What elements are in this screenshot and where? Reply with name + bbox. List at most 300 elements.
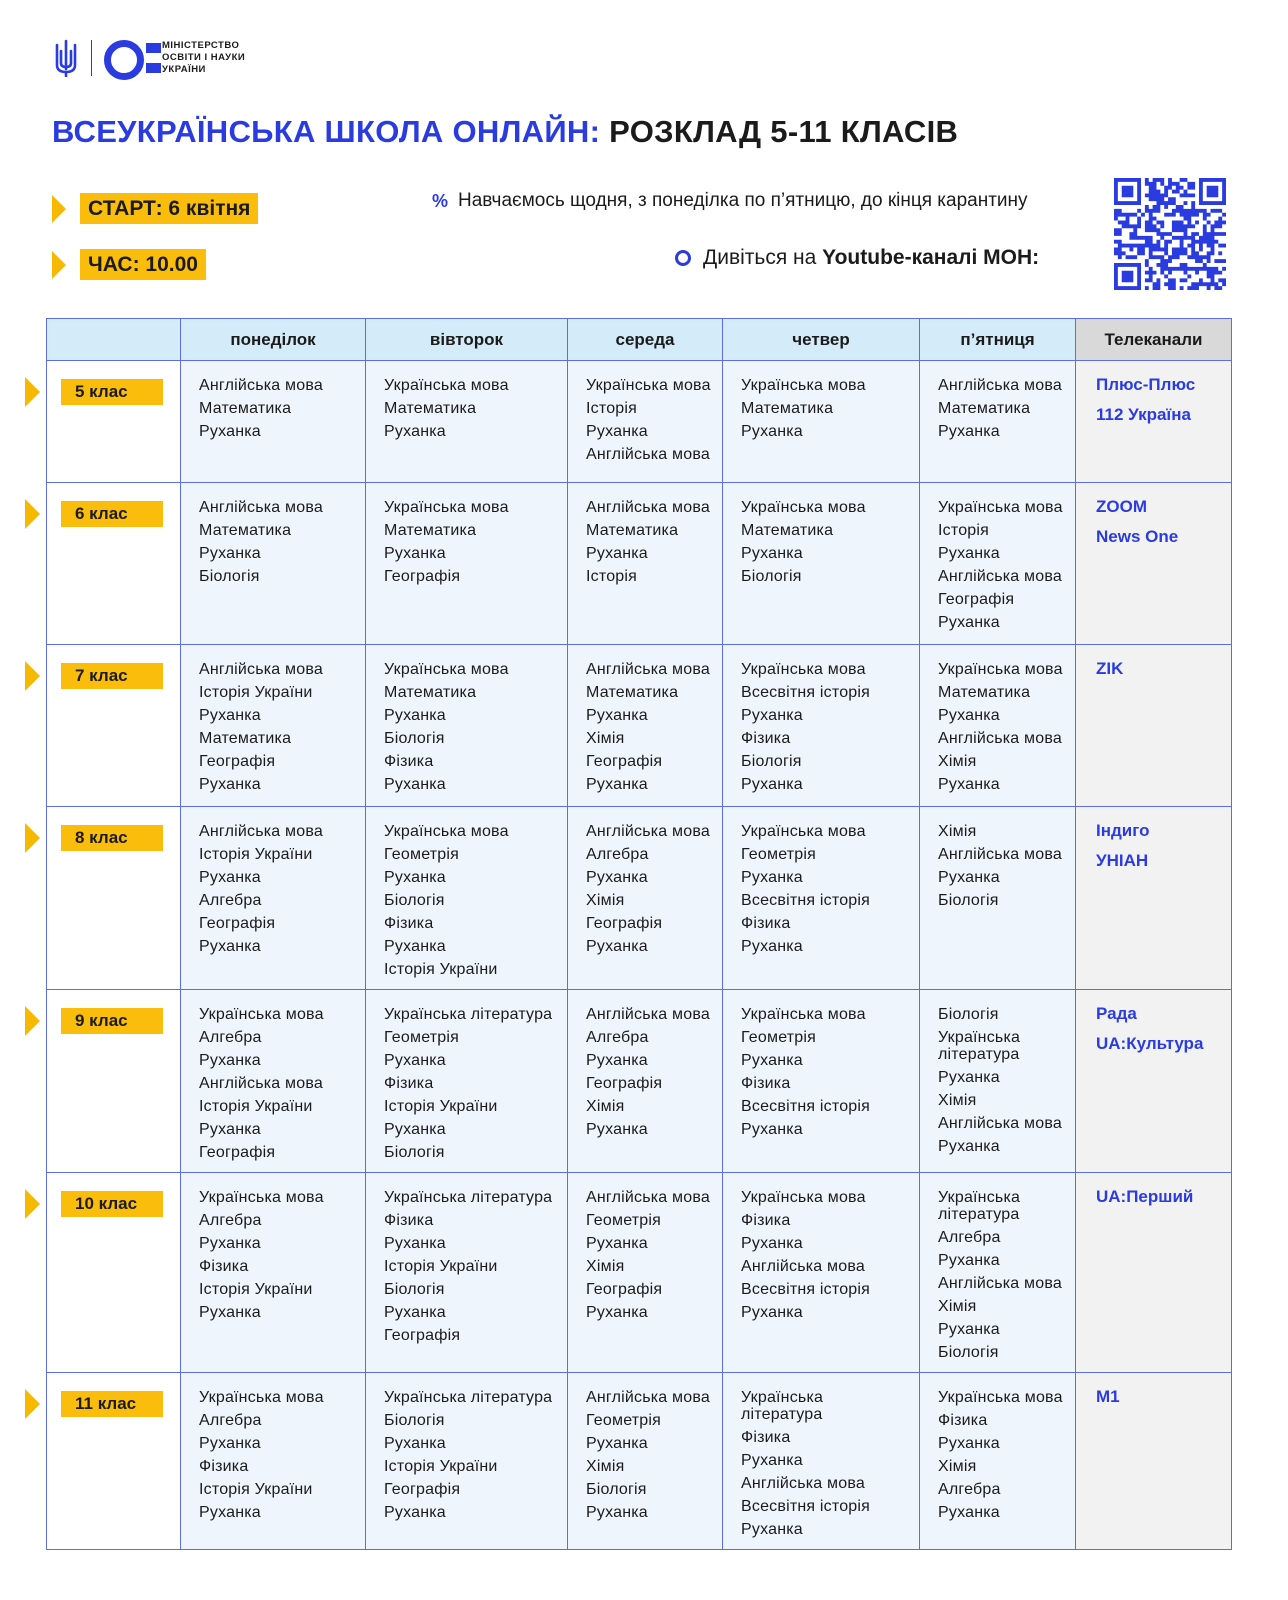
arrow-right-icon <box>52 195 66 223</box>
subject-item: Історія України <box>199 846 313 863</box>
subject-item: Історія <box>586 568 638 585</box>
subject-item: Руханка <box>938 1435 1000 1452</box>
subject-list <box>920 483 1075 642</box>
subject-item: Геометрія <box>741 1029 817 1046</box>
subject-item: Біологія <box>741 753 802 770</box>
subject-item: Руханка <box>384 707 446 724</box>
subject-item: Історія України <box>199 684 313 701</box>
subject-item: Українська мова <box>938 499 1063 516</box>
channel-list <box>1076 483 1231 565</box>
header-day: п’ятниця <box>920 319 1076 361</box>
day-cell <box>920 1173 1076 1373</box>
subject-item: Руханка <box>938 1138 1000 1155</box>
day-cell <box>723 807 920 990</box>
subject-list <box>723 807 919 966</box>
subject-item: Алгебра <box>938 1481 1001 1498</box>
subject-item: Англійська мова <box>199 377 323 394</box>
subject-item: Всесвітня історія <box>741 684 871 701</box>
subject-item: Геометрія <box>384 1029 460 1046</box>
subject-list <box>366 361 567 451</box>
subject-item: Біологія <box>199 568 260 585</box>
grade-badge: 7 клас <box>61 663 163 689</box>
time-badge: ЧАС: 10.00 <box>80 249 206 280</box>
subject-list <box>181 807 365 966</box>
channel-item: UA:Культура <box>1096 1034 1204 1053</box>
grade-cell <box>47 483 181 645</box>
channels-cell <box>1076 645 1232 807</box>
subject-item: Українська мова <box>938 1389 1063 1406</box>
subject-list <box>568 1373 722 1532</box>
subject-item: Українська мова <box>741 1189 866 1206</box>
table-row <box>47 361 1232 483</box>
subject-item: Історія України <box>384 1458 498 1475</box>
arrow-right-icon <box>25 1006 40 1036</box>
subject-item: Англійська мова <box>199 499 323 516</box>
day-cell <box>568 990 723 1173</box>
grade-cell <box>47 645 181 807</box>
subject-item: Англійська мова <box>938 1275 1062 1292</box>
arrow-right-icon <box>52 251 66 279</box>
subject-list <box>366 1373 567 1532</box>
logo-divider <box>91 40 92 76</box>
day-cell <box>920 483 1076 645</box>
channel-list <box>1076 645 1231 697</box>
arrow-right-icon <box>25 1189 40 1219</box>
subject-item: Геометрія <box>741 846 817 863</box>
subject-item: Хімія <box>938 1298 977 1315</box>
day-cell <box>568 807 723 990</box>
subject-item: Українська мова <box>938 661 1063 678</box>
day-cell <box>723 1373 920 1550</box>
day-cell <box>366 361 568 483</box>
subject-item: Географія <box>586 1075 663 1092</box>
subject-item: Англійська мова <box>938 377 1062 394</box>
subject-item: Математика <box>199 400 292 417</box>
subject-item: Фізика <box>741 1212 791 1229</box>
day-cell <box>920 361 1076 483</box>
subject-item: Всесвітня історія <box>741 1281 871 1298</box>
arrow-right-icon <box>25 499 40 529</box>
arrow-right-icon <box>25 1389 40 1419</box>
header-day: четвер <box>723 319 920 361</box>
day-cell <box>181 990 366 1173</box>
table-row <box>47 1173 1232 1373</box>
day-cell <box>920 807 1076 990</box>
grade-badge: 6 клас <box>61 501 163 527</box>
day-cell <box>181 483 366 645</box>
subject-item: Руханка <box>741 1452 803 1469</box>
subject-item: Руханка <box>938 614 1000 631</box>
header-day: понеділок <box>181 319 366 361</box>
subject-list <box>920 645 1075 804</box>
subject-list <box>568 990 722 1149</box>
subject-item: Руханка <box>938 1252 1000 1269</box>
subject-list <box>181 1373 365 1532</box>
subject-item: Руханка <box>741 1304 803 1321</box>
youtube-prefix: Дивіться на <box>703 246 823 269</box>
subject-item: Математика <box>199 522 292 539</box>
subject-list <box>568 483 722 596</box>
start-row <box>52 193 258 224</box>
subject-item: Хімія <box>938 1458 977 1475</box>
subject-item: Біологія <box>938 1344 999 1361</box>
subject-list <box>723 483 919 596</box>
subject-item: Руханка <box>199 776 261 793</box>
channel-item: 112 Україна <box>1096 405 1191 424</box>
channel-item: Плюс-Плюс <box>1096 375 1196 394</box>
day-cell <box>568 1373 723 1550</box>
subject-item: Руханка <box>384 1235 446 1252</box>
subject-item: Руханка <box>384 776 446 793</box>
subject-item: Математика <box>384 684 477 701</box>
subject-item: Руханка <box>741 1121 803 1138</box>
subject-item: Біологія <box>741 568 802 585</box>
subject-item: Алгебра <box>586 846 649 863</box>
subject-list <box>181 645 365 804</box>
subject-item: Українська мова <box>199 1389 324 1406</box>
subject-list <box>920 361 1075 451</box>
subject-item: Руханка <box>938 707 1000 724</box>
study-info-text: Навчаємось щодня, з понеділка по п’ятницю, до кінця карантину <box>458 190 1028 211</box>
day-cell <box>723 361 920 483</box>
subject-item: Геометрія <box>384 846 460 863</box>
subject-item: Руханка <box>938 1504 1000 1521</box>
subject-list <box>920 1173 1075 1372</box>
channels-cell <box>1076 990 1232 1173</box>
youtube-info <box>675 246 1039 270</box>
circle-icon <box>675 250 691 266</box>
day-cell <box>920 1373 1076 1550</box>
page-title <box>52 114 958 150</box>
subject-item: Руханка <box>384 1304 446 1321</box>
subject-item: Українська література <box>938 1189 1021 1223</box>
subject-item: Руханка <box>586 869 648 886</box>
subject-item: Англійська мова <box>199 661 323 678</box>
subject-item: Фізика <box>384 1075 434 1092</box>
ministry-name-line2: ОСВІТИ І НАУКИ <box>162 52 246 63</box>
percent-icon: % <box>432 190 449 211</box>
subject-item: Руханка <box>199 423 261 440</box>
subject-item: Хімія <box>586 1098 625 1115</box>
subject-list <box>181 483 365 596</box>
subject-item: Алгебра <box>199 1212 262 1229</box>
subject-item: Англійська мова <box>586 661 710 678</box>
subject-item: Руханка <box>938 1321 1000 1338</box>
subject-item: Руханка <box>586 1052 648 1069</box>
channel-item: News One <box>1096 527 1179 546</box>
day-cell <box>723 483 920 645</box>
subject-item: Українська мова <box>741 377 866 394</box>
subject-item: Українська мова <box>741 499 866 516</box>
subject-list <box>181 990 365 1172</box>
subject-item: Англійська мова <box>938 568 1062 585</box>
subject-list <box>181 1173 365 1332</box>
subject-item: Географія <box>384 1481 461 1498</box>
day-cell <box>366 483 568 645</box>
subject-item: Руханка <box>586 423 648 440</box>
subject-item: Руханка <box>384 423 446 440</box>
subject-item: Математика <box>586 522 679 539</box>
subject-item: Біологія <box>586 1481 647 1498</box>
subject-item: Руханка <box>586 938 648 955</box>
subject-item: Руханка <box>741 1235 803 1252</box>
subject-item: Руханка <box>586 1121 648 1138</box>
channel-list <box>1076 361 1231 443</box>
subject-item: Біологія <box>384 1281 445 1298</box>
subject-item: Українська мова <box>384 377 509 394</box>
trident-icon <box>53 39 79 77</box>
subject-item: Алгебра <box>586 1029 649 1046</box>
table-header-row <box>47 319 1232 361</box>
day-cell <box>181 1373 366 1550</box>
subject-item: Хімія <box>586 892 625 909</box>
subject-item: Руханка <box>199 1052 261 1069</box>
subject-item: Руханка <box>586 707 648 724</box>
subject-list <box>723 645 919 804</box>
subject-item: Алгебра <box>199 892 262 909</box>
subject-item: Математика <box>199 730 292 747</box>
subject-item: Руханка <box>741 1521 803 1538</box>
subject-item: Географія <box>384 568 461 585</box>
day-cell <box>723 990 920 1173</box>
subject-item: Українська література <box>384 1006 553 1023</box>
subject-item: Історія України <box>384 1258 498 1275</box>
header-day: середа <box>568 319 723 361</box>
subject-item: Руханка <box>384 1052 446 1069</box>
subject-item: Хімія <box>586 1258 625 1275</box>
arrow-right-icon <box>25 823 40 853</box>
subject-item: Географія <box>199 1144 276 1161</box>
grade-cell <box>47 361 181 483</box>
title-rest: РОЗКЛАД 5-11 КЛАСІВ <box>609 114 959 149</box>
grade-cell <box>47 807 181 990</box>
subject-item: Руханка <box>741 869 803 886</box>
subject-item: Фізика <box>199 1258 249 1275</box>
subject-item: Біологія <box>938 1006 999 1023</box>
subject-list <box>366 645 567 804</box>
mon-logo-icon <box>104 39 162 77</box>
ministry-name <box>162 40 245 76</box>
subject-item: Українська література <box>938 1029 1021 1063</box>
header-day: вівторок <box>366 319 568 361</box>
grade-cell <box>47 990 181 1173</box>
subject-item: Хімія <box>938 753 977 770</box>
day-cell <box>568 1173 723 1373</box>
channels-cell <box>1076 483 1232 645</box>
subject-item: Історія <box>586 400 638 417</box>
subject-item: Географія <box>199 753 276 770</box>
subject-item: Руханка <box>384 938 446 955</box>
subject-item: Біологія <box>938 892 999 909</box>
subject-item: Українська мова <box>741 823 866 840</box>
subject-list <box>366 807 567 989</box>
subject-item: Географія <box>586 1281 663 1298</box>
subject-item: Математика <box>384 522 477 539</box>
subject-item: Руханка <box>199 1304 261 1321</box>
subject-item: Фізика <box>199 1458 249 1475</box>
subject-item: Руханка <box>741 1052 803 1069</box>
day-cell <box>723 1173 920 1373</box>
subject-item: Фізика <box>384 1212 434 1229</box>
day-cell <box>366 990 568 1173</box>
subject-item: Фізика <box>741 1075 791 1092</box>
subject-item: Англійська мова <box>586 1189 710 1206</box>
subject-item: Англійська мова <box>741 1475 865 1492</box>
subject-item: Геометрія <box>586 1412 662 1429</box>
subject-item: Географія <box>586 915 663 932</box>
subject-item: Фізика <box>741 1429 791 1446</box>
table-row <box>47 990 1232 1173</box>
subject-item: Українська мова <box>384 661 509 678</box>
subject-item: Фізика <box>938 1412 988 1429</box>
channels-cell <box>1076 1173 1232 1373</box>
subject-list <box>366 990 567 1172</box>
subject-item: Руханка <box>741 545 803 562</box>
subject-item: Руханка <box>586 1235 648 1252</box>
subject-item: Руханка <box>199 1235 261 1252</box>
subject-item: Алгебра <box>199 1412 262 1429</box>
channel-list <box>1076 807 1231 889</box>
subject-list <box>723 1373 919 1549</box>
time-row <box>52 249 206 280</box>
channel-item: Індиго <box>1096 821 1150 840</box>
subject-item: Руханка <box>199 707 261 724</box>
grade-cell <box>47 1173 181 1373</box>
subject-item: Руханка <box>384 1504 446 1521</box>
subject-item: Біологія <box>384 1144 445 1161</box>
subject-list <box>920 1373 1075 1532</box>
subject-item: Хімія <box>938 1092 977 1109</box>
subject-list <box>568 361 722 474</box>
subject-item: Англійська мова <box>586 499 710 516</box>
subject-item: Руханка <box>199 938 261 955</box>
channel-item: ZIK <box>1096 659 1124 678</box>
subject-item: Руханка <box>199 545 261 562</box>
subject-item: Математика <box>741 522 834 539</box>
subject-item: Англійська мова <box>586 1006 710 1023</box>
subject-item: Українська мова <box>384 499 509 516</box>
subject-item: Географія <box>586 753 663 770</box>
subject-list <box>920 807 1075 920</box>
day-cell <box>181 361 366 483</box>
grade-badge: 10 клас <box>61 1191 163 1217</box>
subject-item: Історія України <box>199 1281 313 1298</box>
subject-item: Українська мова <box>741 1006 866 1023</box>
day-cell <box>181 645 366 807</box>
study-info <box>432 190 1028 212</box>
subject-item: Руханка <box>586 1304 648 1321</box>
subject-item: Алгебра <box>938 1229 1001 1246</box>
grade-badge: 11 клас <box>61 1391 163 1417</box>
subject-item: Історія України <box>199 1481 313 1498</box>
subject-item: Руханка <box>384 1121 446 1138</box>
subject-item: Руханка <box>199 1504 261 1521</box>
subject-item: Англійська мова <box>938 846 1062 863</box>
table-row <box>47 645 1232 807</box>
subject-item: Хімія <box>938 823 977 840</box>
ministry-name-line3: УКРАЇНИ <box>162 64 206 75</box>
subject-item: Математика <box>384 400 477 417</box>
subject-item: Фізика <box>741 730 791 747</box>
day-cell <box>181 1173 366 1373</box>
subject-item: Математика <box>938 684 1031 701</box>
subject-item: Руханка <box>199 869 261 886</box>
day-cell <box>366 807 568 990</box>
ministry-logo <box>53 38 245 78</box>
day-cell <box>568 645 723 807</box>
subject-list <box>920 990 1075 1166</box>
subject-item: Українська мова <box>741 661 866 678</box>
subject-item: Всесвітня історія <box>741 892 871 909</box>
subject-item: Руханка <box>741 423 803 440</box>
subject-item: Хімія <box>586 730 625 747</box>
subject-item: Руханка <box>741 938 803 955</box>
arrow-right-icon <box>25 661 40 691</box>
subject-item: Географія <box>938 591 1015 608</box>
subject-item: Українська мова <box>586 377 711 394</box>
subject-item: Фізика <box>384 915 434 932</box>
ministry-name-line1: МІНІСТЕРСТВО <box>162 40 240 51</box>
channels-cell <box>1076 807 1232 990</box>
subject-item: Руханка <box>586 545 648 562</box>
subject-item: Англійська мова <box>586 823 710 840</box>
start-badge: СТАРТ: 6 квітня <box>80 193 258 224</box>
subject-item: Руханка <box>938 869 1000 886</box>
subject-list <box>366 1173 567 1355</box>
subject-item: Англійська мова <box>586 1389 710 1406</box>
subject-item: Англійська мова <box>741 1258 865 1275</box>
channel-list <box>1076 990 1231 1072</box>
subject-item: Руханка <box>384 869 446 886</box>
subject-item: Всесвітня історія <box>741 1498 871 1515</box>
subject-item: Фізика <box>741 915 791 932</box>
day-cell <box>920 645 1076 807</box>
subject-item: Історія України <box>384 961 498 978</box>
subject-list <box>568 1173 722 1332</box>
subject-item: Хімія <box>586 1458 625 1475</box>
subject-item: Історія <box>938 522 990 539</box>
qr-code-icon[interactable] <box>1114 178 1226 290</box>
day-cell <box>181 807 366 990</box>
grade-badge: 8 клас <box>61 825 163 851</box>
subject-item: Математика <box>741 400 834 417</box>
subject-item: Всесвітня історія <box>741 1098 871 1115</box>
channel-list <box>1076 1173 1231 1225</box>
subject-item: Біологія <box>384 892 445 909</box>
day-cell <box>568 483 723 645</box>
subject-item: Руханка <box>741 776 803 793</box>
subject-list <box>181 361 365 451</box>
grade-cell <box>47 1373 181 1550</box>
subject-item: Біологія <box>384 730 445 747</box>
subject-item: Історія України <box>199 1098 313 1115</box>
channel-item: М1 <box>1096 1387 1120 1406</box>
subject-item: Українська мова <box>384 823 509 840</box>
subject-item: Українська література <box>384 1189 553 1206</box>
header-grade <box>47 319 181 361</box>
subject-item: Руханка <box>586 1435 648 1452</box>
subject-list <box>723 361 919 451</box>
subject-list <box>723 1173 919 1332</box>
day-cell <box>568 361 723 483</box>
subject-item: Руханка <box>384 1435 446 1452</box>
subject-item: Руханка <box>199 1435 261 1452</box>
subject-item: Математика <box>586 684 679 701</box>
channel-item: УНІАН <box>1096 851 1149 870</box>
youtube-channel: Youtube-каналі МОН: <box>822 246 1040 269</box>
day-cell <box>366 1373 568 1550</box>
grade-badge: 9 клас <box>61 1008 163 1034</box>
